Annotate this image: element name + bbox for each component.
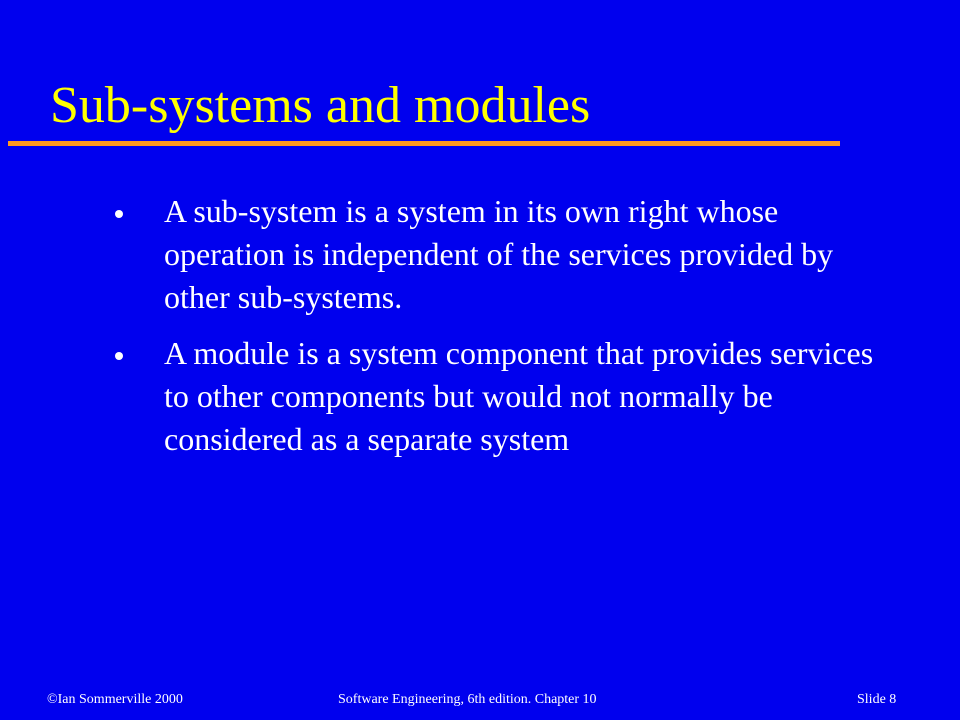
title-underline bbox=[8, 141, 840, 146]
footer-slide-number: Slide 8 bbox=[857, 692, 897, 707]
footer-copyright: ©Ian Sommerville 2000 bbox=[47, 692, 183, 707]
bullet-text: A module is a system component that provides services to other components but would not normally be considered as a separate system bbox=[164, 335, 874, 457]
bullet-dot-icon bbox=[115, 210, 123, 218]
bullet-text: A sub-system is a system in its own right whose operation is independent of the services provided by other sub-systems. bbox=[164, 193, 834, 315]
slide-title: Sub-systems and modules bbox=[50, 77, 591, 134]
bullet-dot-icon bbox=[115, 352, 123, 360]
footer-book-title: Software Engineering, 6th edition. Chapter 10 bbox=[338, 692, 597, 707]
